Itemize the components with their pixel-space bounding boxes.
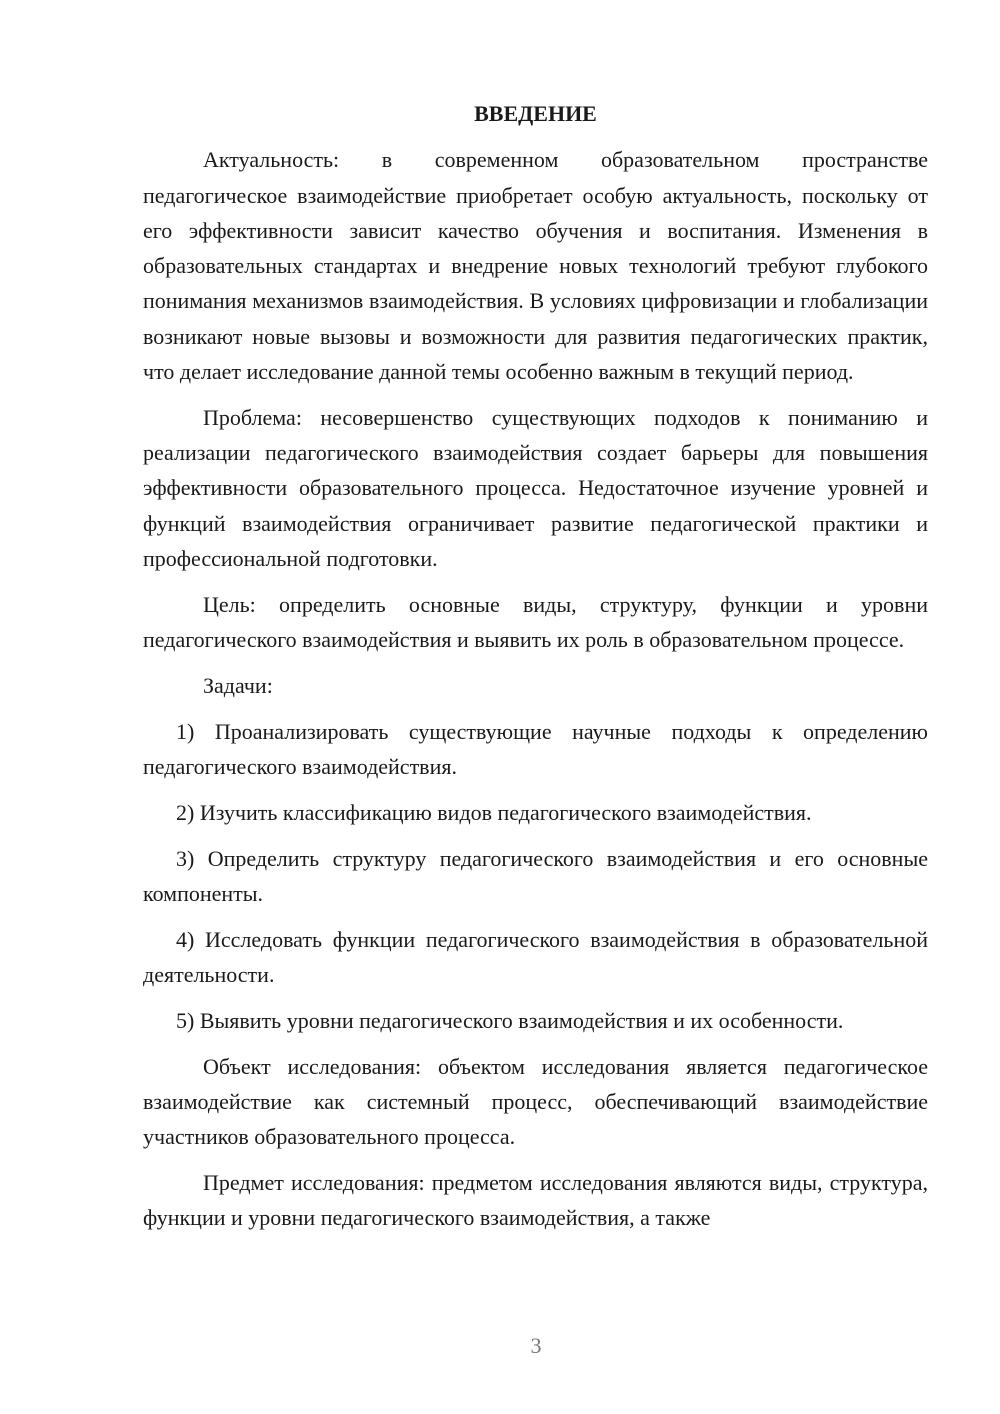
- page-title: ВВЕДЕНИЕ: [474, 101, 597, 126]
- task-item-4: 4) Исследовать функции педагогического взаимодействия в образовательной деятельности.: [143, 926, 928, 988]
- paragraph-subject: Предмет исследования: предметом исследования являются виды, структура, функции и уровни педагогического взаимодействия, а также: [143, 1170, 928, 1231]
- paragraph-object: Объект исследования: объектом исследования является педагогическое взаимодействие как системный процесс, обеспечивающий взаимодействие участников образовательного процесса.: [143, 1053, 928, 1150]
- page-number: 3: [530, 1333, 542, 1358]
- task-item-1: 1) Проанализировать существующие научные подходы к определению педагогического взаимодействия.: [143, 718, 928, 780]
- document-page: [143, 96, 928, 1246]
- task-item-3: 3) Определить структуру педагогического взаимодействия и его основные компоненты.: [143, 845, 928, 906]
- paragraph-relevance: Актуальность: в современном образовательном пространстве педагогическое взаимодействие приобретает особую актуальность, поскольку от его эффективности зависит качество обучения и воспитания. Изменения в образовательных стандартах и внедрение новых технологий требуют глубокого понимания механизмов взаимодействия. В условиях цифровизации и глобализации возникают новые вызовы и возможности для развития педагогических практик, что делает исследование данной темы особенно важным в текущий период.: [143, 147, 928, 385]
- tasks-label: Задачи:: [203, 672, 273, 698]
- paragraph-problem: Проблема: несовершенство существующих подходов к пониманию и реализации педагогического взаимодействия создает барьеры для повышения эффективности образовательного процесса. Недостаточное изучение уровней и функций взаимодействия ограничивает развитие педагогической практики и профессиональной подготовки.: [143, 404, 928, 572]
- paragraph-goal: Цель: определить основные виды, структуру, функции и уровни педагогического взаимодействия и выявить их роль в образовательном процессе.: [143, 591, 928, 653]
- task-item-2: 2) Изучить классификацию видов педагогического взаимодействия.: [176, 799, 812, 825]
- task-item-5: 5) Выявить уровни педагогического взаимодействия и их особенности.: [176, 1007, 844, 1033]
